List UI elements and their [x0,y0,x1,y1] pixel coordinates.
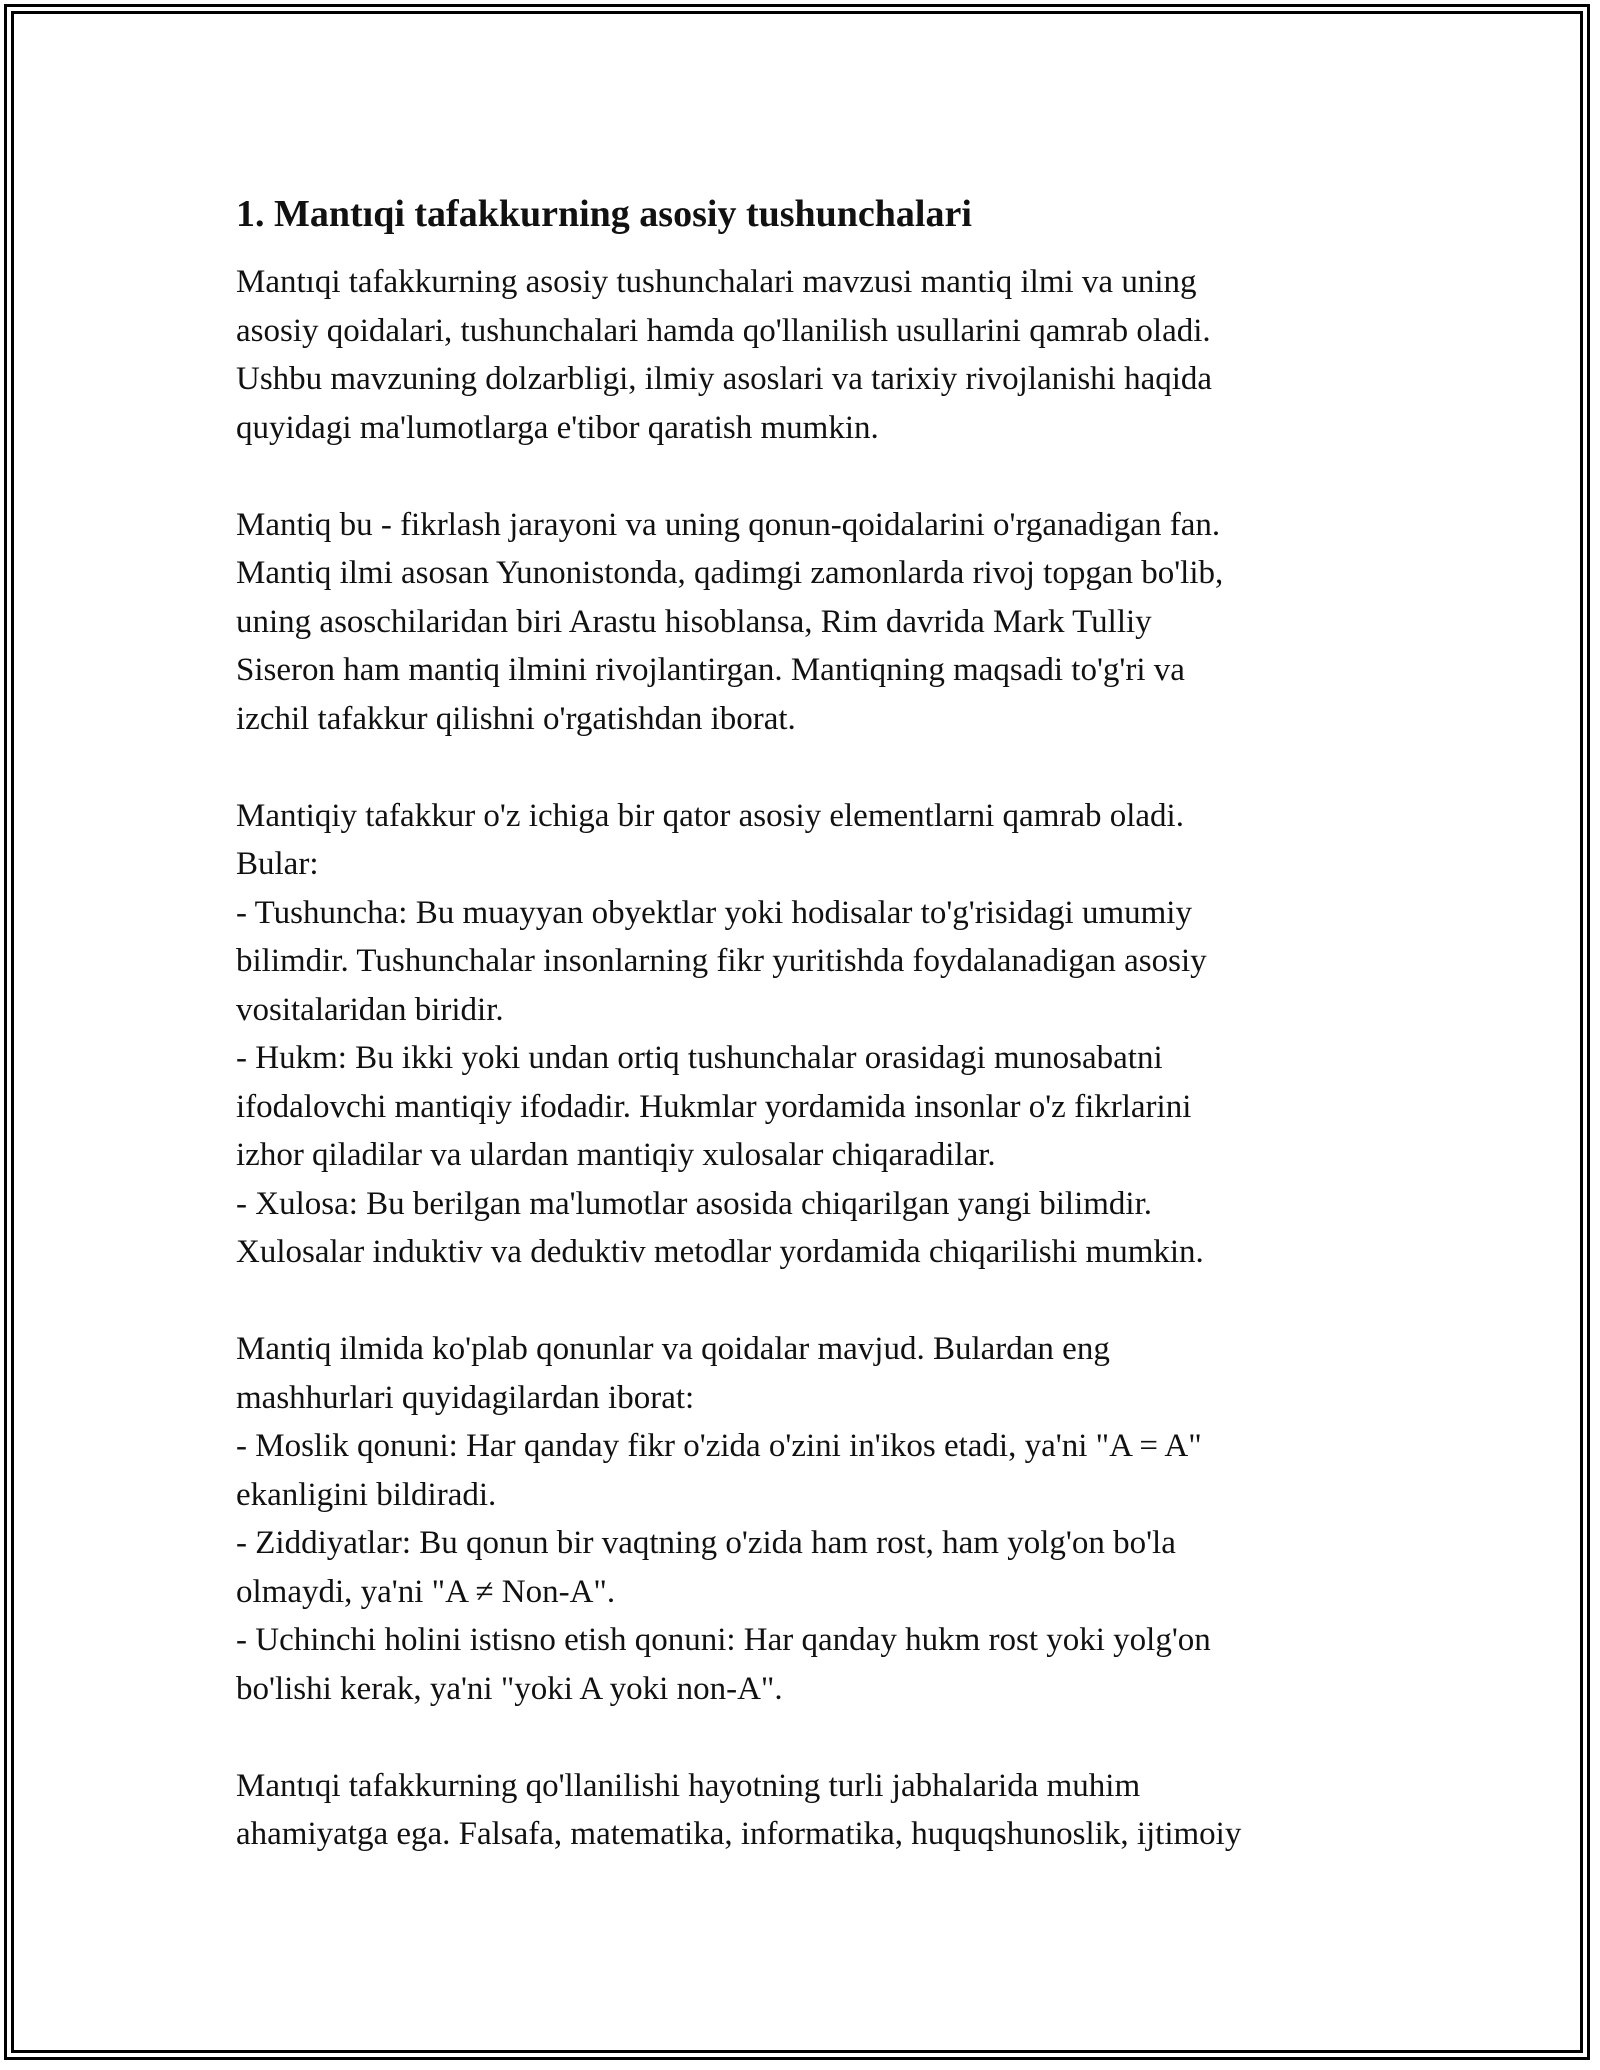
text-line: Mantiq bu - fikrlash jarayoni va uning qonun-qoidalarini o'rganadigan fan. [236,506,1221,543]
text-line: Xulosalar induktiv va deduktiv metodlar yordamida chiqarilishi mumkin. [236,1234,1204,1270]
text-line: Mantiq ilmida ko'plab qonunlar va qoidalar mavjud. Bulardan eng [236,1331,1110,1367]
list-item-line: - Xulosa: Bu berilgan ma'lumotlar asosida chiqarilgan yangi bilimdir. [236,1185,1153,1222]
text-line: Mantiqiy tafakkur o'z ichiga bir qator asosiy elementlarni qamrab oladi. [236,797,1184,834]
document-body [236,186,1366,1907]
text-line: Ushbu mavzuning dolzarbligi, ilmiy asoslari va tarixiy rivojlanishi haqida [236,361,1213,397]
text-line: Mantıqi tafakkurning qo'llanilishi hayotning turli jabhalarida muhim [236,1767,1141,1804]
text-line: Mantıqi tafakkurning asosiy tushunchalari mavzusi mantiq ilmi va uning [236,264,1197,300]
section-heading: 1. Mantıqi tafakkurning asosiy tushunchalari [236,193,972,235]
text-line: olmaydi, ya'ni "A ≠ Non-A". [236,1573,616,1610]
text-line: ahamiyatga ega. Falsafa, matematika, informatika, huquqshunoslik, ijtimoiy [236,1816,1242,1852]
paragraph-elements [236,792,1366,1277]
list-item-line: - Hukm: Bu ikki yoki undan ortiq tushunchalar orasidagi munosabatni [236,1040,1163,1076]
text-line: ekanligini bildiradi. [236,1476,497,1513]
text-line: izchil tafakkur qilishni o'rgatishdan iborat. [236,700,796,737]
text-line: Bular: [236,846,319,882]
text-line: ifodalovchi mantiqiy ifodadir. Hukmlar yordamida insonlar o'z fikrlarini [236,1088,1192,1125]
list-item-line: - Tushuncha: Bu muayyan obyektlar yoki hodisalar to'g'risidagi umumiy [236,894,1192,931]
paragraph-intro [236,258,1366,452]
text-line: bilimdir. Tushunchalar insonlarning fikr yuritishda foydalanadigan asosiy [236,943,1207,979]
text-line: Mantiq ilmi asosan Yunonistonda, qadimgi zamonlarda rivoj topgan bo'lib, [236,555,1224,591]
text-line: uning asoschilaridan biri Arastu hisoblansa, Rim davrida Mark Tulliy [236,603,1152,640]
paragraph-definition [236,501,1366,744]
paragraph-laws [236,1325,1366,1713]
text-line: asosiy qoidalari, tushunchalari hamda qo'llanilish usullarini qamrab oladi. [236,312,1211,349]
text-line: mashhurlari quyidagilardan iborat: [236,1379,695,1416]
text-line: Siseron ham mantiq ilmini rivojlantirgan. Mantiqning maqsadi to'g'ri va [236,652,1185,688]
list-item-line: - Moslik qonuni: Har qanday fikr o'zida o'zini in'ikos etadi, ya'ni "A = A" [236,1428,1202,1464]
text-line: bo'lishi kerak, ya'ni "yoki A yoki non-A". [236,1670,783,1707]
text-line: vositalaridan biridir. [236,991,504,1028]
list-item-line: - Uchinchi holini istisno etish qonuni: Har qanday hukm rost yoki yolg'on [236,1622,1211,1658]
paragraph-application [236,1762,1366,1859]
list-item-line: - Ziddiyatlar: Bu qonun bir vaqtning o'zida ham rost, ham yolg'on bo'la [236,1525,1176,1561]
text-line: izhor qiladilar va ulardan mantiqiy xulosalar chiqaradilar. [236,1137,996,1173]
text-line: quyidagi ma'lumotlarga e'tibor qaratish mumkin. [236,409,879,446]
